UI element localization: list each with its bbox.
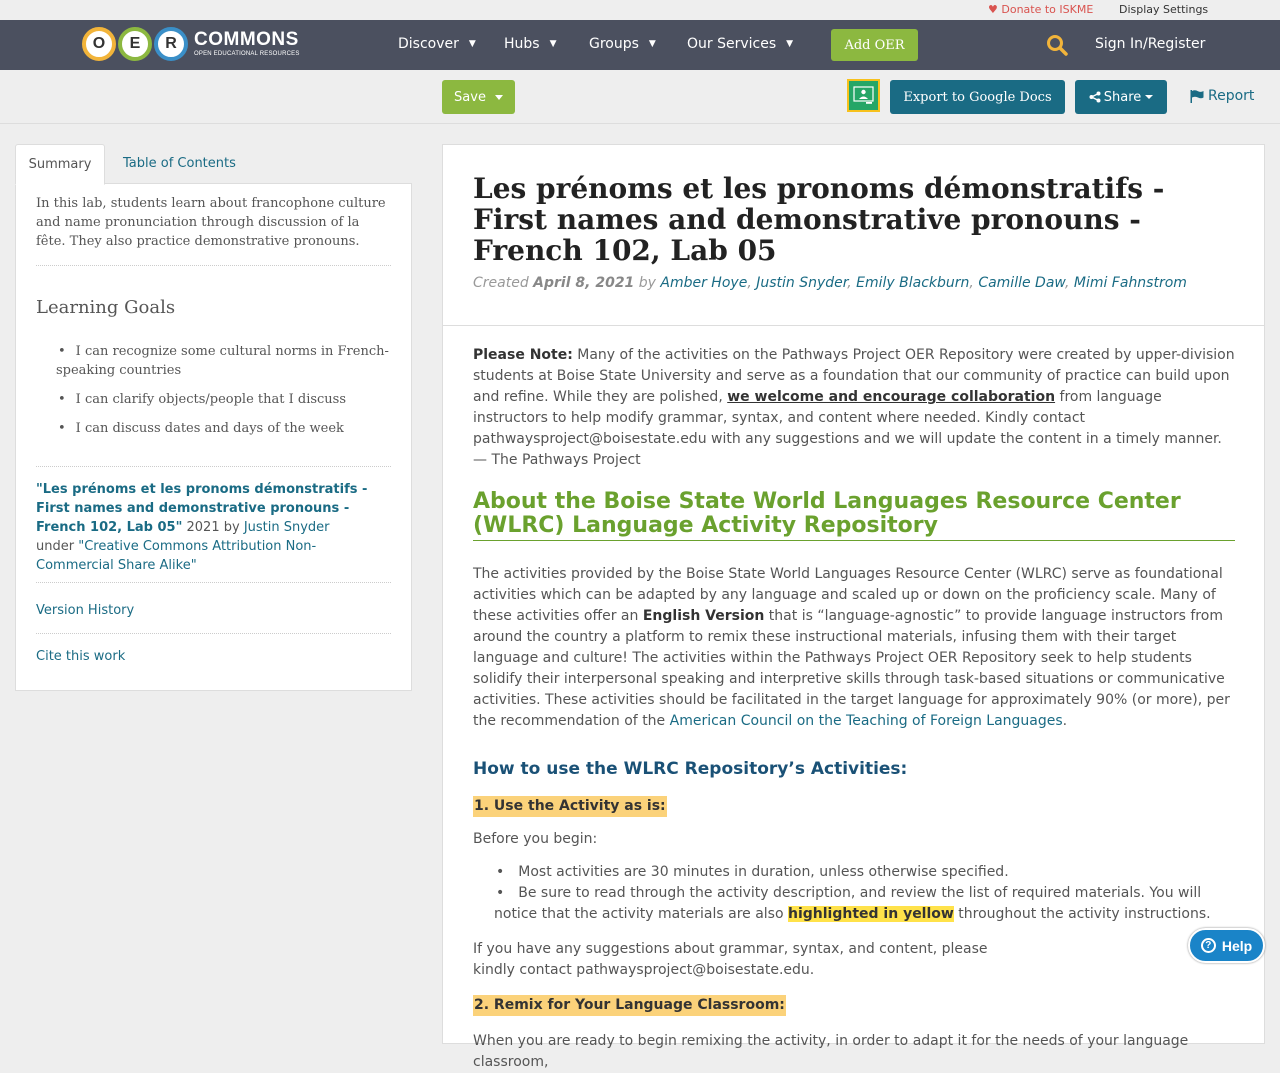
chevron-down-icon: ▼ — [648, 39, 656, 49]
author-link[interactable]: Mimi Fahnstrom — [1073, 275, 1187, 291]
attribution-title[interactable]: "Les prénoms et les pronoms démonstratifs - First names and demonstrative pronouns - French 102, Lab 05" — [36, 482, 368, 535]
share-label: Share — [1103, 89, 1142, 105]
save-label: Save — [454, 89, 486, 105]
note-text: Many of the activities on the Pathways Project OER Repository were created by upper-division students at Boise State University and serve as a foundation that our community of practice can build upon and refine. While they are polished, — [473, 347, 1235, 405]
version-history-link[interactable]: Version History — [36, 603, 135, 618]
list-item — [494, 883, 1235, 925]
add-oer-button[interactable]: Add OER — [831, 29, 918, 61]
logo-subtitle: OPEN EDUCATIONAL RESOURCES — [194, 51, 300, 57]
about-text: that is “language-agnostic” to provide language instructors from around the country a platform to remix these instructional materials, infusing them with their target language and culture! The activities within the Pathways Project OER Repository seek to help students solidify their interpersonal speaking and interpretive skills through task-based situations or communicative activities. These activities should be facilitated in the target language for approximately 90% (or more), per the recommendation of the — [473, 608, 1230, 729]
search-icon[interactable] — [1046, 34, 1068, 56]
help-button[interactable] — [1188, 928, 1265, 963]
divider — [36, 582, 391, 583]
suggestions-paragraph: If you have any suggestions about grammar, syntax, and content, please kindly contact pathwaysproject@boisestate.edu. — [473, 941, 988, 978]
chevron-down-icon: ▼ — [468, 39, 476, 49]
donate-label: Donate to ISKME — [1001, 3, 1094, 16]
step-1-label: 1. Use the Activity as is: — [473, 796, 667, 817]
attribution — [36, 480, 391, 575]
divider — [36, 265, 391, 266]
attribution-under: under — [36, 539, 79, 554]
main-navbar — [0, 20, 1280, 70]
resource-toolbar — [0, 70, 1280, 124]
resource-meta: Created April 8, 2021 by Amber Hoye, Justin Snyder, Emily Blackburn, Camille Daw, Mimi Fahnstrom — [473, 275, 1187, 291]
utility-bar — [0, 0, 1280, 20]
share-button[interactable] — [1075, 80, 1167, 114]
step-2-label: 2. Remix for Your Language Classroom: — [473, 995, 786, 1016]
share-icon — [1089, 91, 1101, 103]
how-to-heading: How to use the WLRC Repository’s Activities: — [473, 759, 908, 779]
list-item-text: throughout the activity instructions. — [953, 906, 1211, 922]
chevron-down-icon: ▼ — [786, 39, 794, 49]
question-icon: ? — [1201, 938, 1216, 953]
nav-discover[interactable] — [398, 36, 476, 52]
logo-title: COMMONS — [194, 29, 299, 50]
nav-discover-label: Discover — [398, 36, 459, 52]
list-item-text: Most activities are 30 minutes in duration, unless otherwise specified. — [518, 864, 1009, 880]
author-link[interactable]: Emily Blackburn — [856, 275, 970, 291]
note-text: from language instructors to help modify grammar, syntax, and content where needed. Kindly contact pathwaysproject@boisestate.edu with any suggestions and we will update the content in a timely manner. — The Pathways Project — [473, 389, 1222, 468]
before-you-begin: Before you begin: — [473, 831, 598, 847]
donate-link[interactable] — [988, 3, 1093, 16]
heart-icon: ♥ — [988, 3, 998, 16]
tab-table-of-contents[interactable]: Table of Contents — [123, 156, 236, 171]
logo-text — [194, 30, 300, 58]
remix-paragraph: When you are ready to begin remixing the activity, in order to adapt it for the needs of your language classroom, — [473, 1033, 1189, 1070]
attribution-year: 2021 by — [182, 520, 244, 535]
nav-our-services-label: Our Services — [687, 36, 777, 52]
content-body — [473, 345, 1235, 1073]
sidebar-tabs — [15, 144, 412, 184]
google-classroom-icon[interactable] — [847, 79, 880, 112]
nav-groups[interactable] — [589, 36, 656, 52]
classroom-figure-icon — [849, 81, 878, 110]
author-link[interactable]: Amber Hoye — [660, 275, 748, 291]
report-label: Report — [1208, 88, 1255, 104]
author-link[interactable]: Justin Snyder — [756, 275, 848, 291]
display-settings-link[interactable]: Display Settings — [1119, 3, 1209, 16]
highlighted-text: highlighted in yellow — [788, 906, 954, 922]
logo-letter-r: R — [154, 27, 188, 61]
by-label: by — [638, 275, 656, 291]
note-underlined: we welcome and encourage collaboration — [727, 389, 1056, 405]
attribution-author-link[interactable]: Justin Snyder — [243, 520, 330, 535]
learning-goals-list — [56, 342, 391, 448]
learning-goals-title: Learning Goals — [36, 297, 176, 318]
cite-this-work-link[interactable]: Cite this work — [36, 649, 126, 664]
about-end: . — [1062, 713, 1068, 729]
nav-hubs-label: Hubs — [504, 36, 540, 52]
chevron-down-icon: ▼ — [549, 39, 557, 49]
divider — [36, 633, 391, 634]
about-heading: About the Boise State World Languages Resource Center (WLRC) Language Activity Repository — [473, 490, 1235, 541]
instructions-list — [473, 862, 1235, 925]
help-label: Help — [1221, 937, 1253, 954]
tab-summary[interactable]: Summary — [15, 144, 105, 185]
nav-groups-label: Groups — [589, 36, 639, 52]
license-link[interactable]: "Creative Commons Attribution Non-Commercial Share Alike" — [36, 539, 317, 573]
learning-goal-item: • I can clarify objects/people that I discuss — [56, 390, 391, 409]
flag-icon — [1190, 90, 1204, 103]
created-date: April 8, 2021 — [533, 275, 635, 291]
nav-hubs[interactable] — [504, 36, 557, 52]
about-text: The activities provided by the Boise State World Languages Resource Center (WLRC) serve as foundational activities which can be adapted by any language and scaled up or down on the proficiency scale. Many of these activities offer an — [473, 566, 1223, 624]
author-link[interactable]: Camille Daw — [978, 275, 1065, 291]
note-label: Please Note: — [473, 347, 573, 363]
caret-down-icon — [1145, 95, 1153, 99]
resource-content — [442, 144, 1265, 1070]
nav-our-services[interactable] — [687, 36, 793, 52]
actfl-link[interactable]: American Council on the Teaching of Foreign Languages — [669, 713, 1063, 729]
created-label: Created — [473, 275, 529, 291]
about-paragraph — [473, 564, 1235, 732]
sidebar-panel — [15, 183, 412, 691]
list-item-text: Be sure to read through the activity description, and review the list of required materials. You will notice that the activity materials are also — [494, 885, 1202, 922]
oer-commons-logo[interactable] — [82, 25, 300, 63]
please-note-paragraph — [473, 345, 1235, 471]
save-button[interactable] — [442, 80, 515, 114]
list-item — [494, 862, 1235, 883]
content-divider — [443, 325, 1264, 326]
page-title: Les prénoms et les pronoms démonstratifs - First names and demonstrative pronouns - French 102, Lab 05 — [473, 172, 1165, 267]
learning-goal-item: • I can discuss dates and days of the week — [56, 419, 391, 438]
export-to-google-docs-button[interactable]: Export to Google Docs — [890, 80, 1065, 114]
logo-letter-o: O — [82, 27, 116, 61]
report-link[interactable] — [1190, 88, 1254, 104]
summary-text: In this lab, students learn about francophone culture and name pronunciation through discussion of la fête. They also practice demonstrative pronouns. — [36, 196, 386, 249]
about-bold: English Version — [642, 608, 765, 624]
learning-goal-item: • I can recognize some cultural norms in French-speaking countries — [56, 342, 391, 380]
logo-letter-e: E — [118, 27, 152, 61]
divider — [36, 466, 391, 467]
sign-in-register-link[interactable]: Sign In/Register — [1095, 36, 1206, 52]
caret-down-icon — [495, 95, 503, 100]
